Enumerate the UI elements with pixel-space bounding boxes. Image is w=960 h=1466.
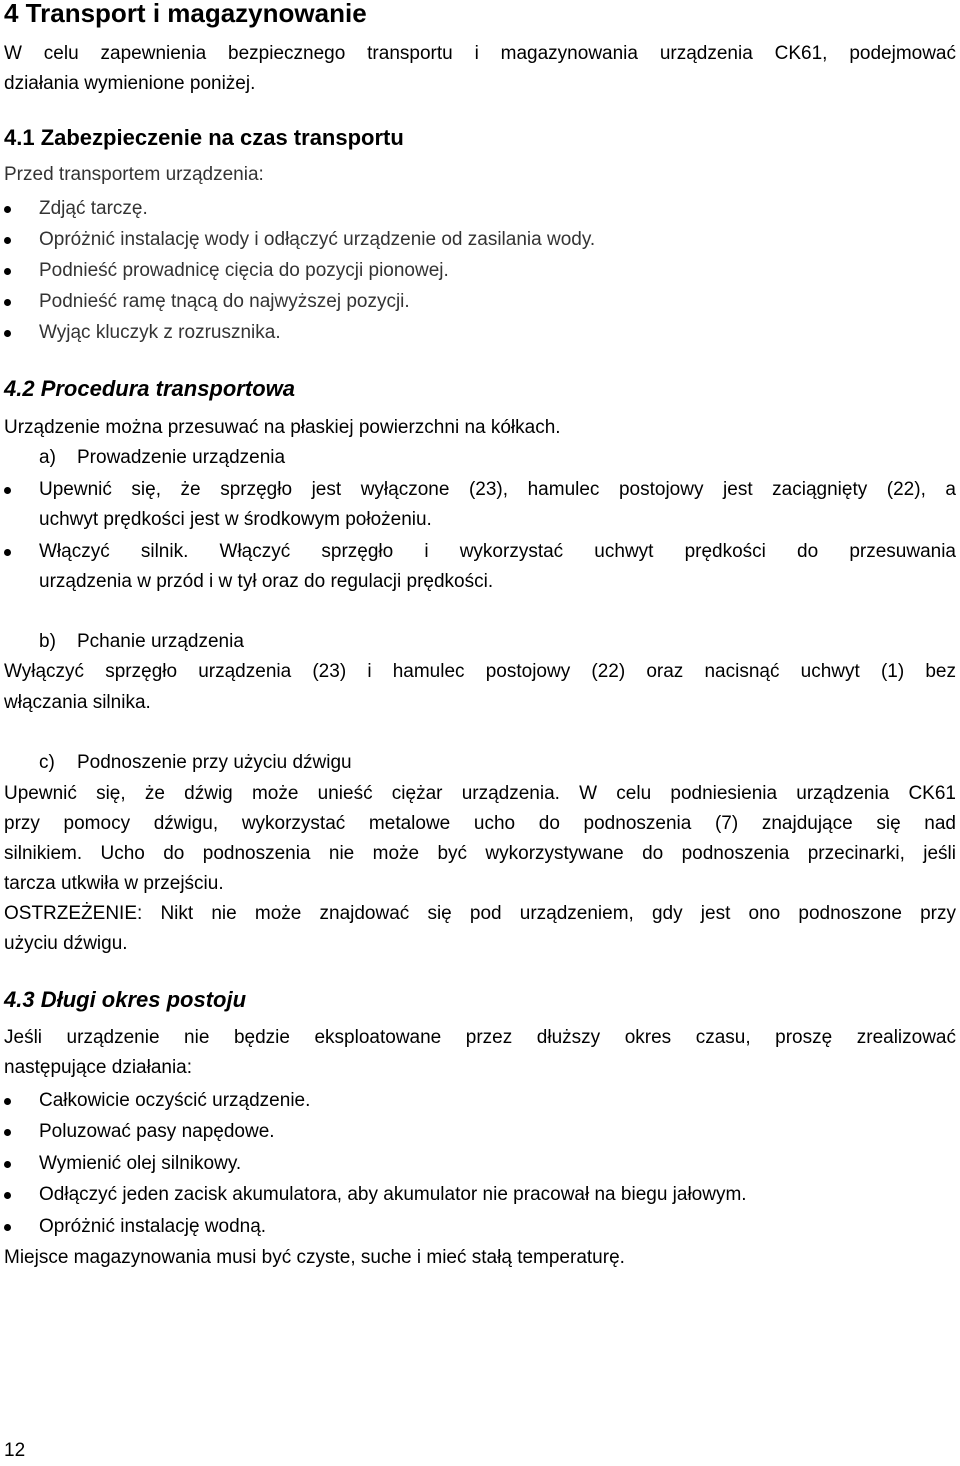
bullet-icon [4,1192,11,1199]
section-4-3-lead-line-2: następujące działania: [4,1057,193,1078]
bullet-icon [4,487,11,494]
list-item: Opróżnić instalację wodną. [39,1216,267,1237]
section-4-intro-line-1: W celu zapewnienia bezpiecznego transportu i magazynowania urządzenia CK61, podejmować [4,43,956,64]
warning-line-1: OSTRZEŻENIE: Nikt nie może znajdować się pod urządzeniem, gdy jest ono podnoszone przy [4,903,956,924]
subsection-c-text-line-2: przy pomocy dźwigu, wykorzystać metalowe ucho do podnoszenia (7) znajdujące się nad [4,813,956,834]
list-item: Zdjąć tarczę. [39,198,148,219]
list-item: Wymienić olej silnikowy. [39,1153,242,1174]
subsection-b-text-line-2: włączania silnika. [4,692,151,713]
list-item: Wyjąc kluczyk z rozrusznika. [39,322,281,343]
bullet-icon [4,299,11,306]
subsection-c-text-line-3: silnikiem. Ucho do podnoszenia nie może być wykorzystywane do podnoszenia przecinarki, jeśli [4,843,956,864]
bullet-icon [4,206,11,213]
list-item: Poluzować pasy napędowe. [39,1121,275,1142]
list-item: Całkowicie oczyścić urządzenie. [39,1090,311,1111]
subsection-c-text-line-4: tarcza utkwiła w przejściu. [4,873,224,894]
list-item: Odłączyć jeden zacisk akumulatora, aby akumulator nie pracował na biegu jałowym. [39,1184,747,1205]
bullet-icon [4,268,11,275]
list-item: Podnieść prowadnicę cięcia do pozycji pionowej. [39,260,449,281]
subsection-c-heading: c) Podnoszenie przy użyciu dźwigu [39,752,352,773]
bullet-icon [4,549,11,556]
section-4-title: 4 Transport i magazynowanie [4,0,367,28]
bullet-icon [4,330,11,337]
section-4-3-lead-line-1: Jeśli urządzenie nie będzie eksploatowane przez dłuższy okres czasu, proszę zrealizować [4,1027,956,1048]
warning-line-2: użyciu dźwigu. [4,933,128,954]
section-4-2-lead: Urządzenie można przesuwać na płaskiej powierzchni na kółkach. [4,417,561,438]
bullet-icon [4,237,11,244]
list-item: Podnieść ramę tnącą do najwyższej pozycji. [39,291,410,312]
bullet-icon [4,1129,11,1136]
bullet-icon [4,1224,11,1231]
subsection-b-heading: b) Pchanie urządzenia [39,631,244,652]
subsection-a-heading: a) Prowadzenie urządzenia [39,447,286,468]
section-4-2-title: 4.2 Procedura transportowa [4,376,295,401]
section-4-1-lead: Przed transportem urządzenia: [4,164,264,185]
bullet-icon [4,1161,11,1168]
list-item: Włączyć silnik. Włączyć sprzęgło i wykorzystać uchwyt prędkości do przesuwania urządzenia w przód i w tył oraz do regulacji prędkości. [39,541,956,592]
bullet-icon [4,1098,11,1105]
subsection-c-text-line-1: Upewnić się, że dźwig może unieść ciężar urządzenia. W celu podniesienia urządzenia CK61 [4,783,956,804]
list-item: Opróżnić instalację wody i odłączyć urządzenie od zasilania wody. [39,229,596,250]
section-4-3-title: 4.3 Długi okres postoju [4,987,247,1012]
page-number: 12 [4,1440,26,1461]
section-4-3-closing: Miejsce magazynowania musi być czyste, suche i mieć stałą temperaturę. [4,1247,625,1268]
section-4-intro-line-2: działania wymienione poniżej. [4,73,256,94]
subsection-b-text-line-1: Wyłączyć sprzęgło urządzenia (23) i hamulec postojowy (22) oraz nacisnąć uchwyt (1) bez [4,661,956,682]
list-item: Upewnić się, że sprzęgło jest wyłączone (23), hamulec postojowy jest zaciągnięty (22), a uchwyt prędkości jest w środkowym położeniu. [39,479,956,530]
section-4-1-title: 4.1 Zabezpieczenie na czas transportu [4,125,404,150]
